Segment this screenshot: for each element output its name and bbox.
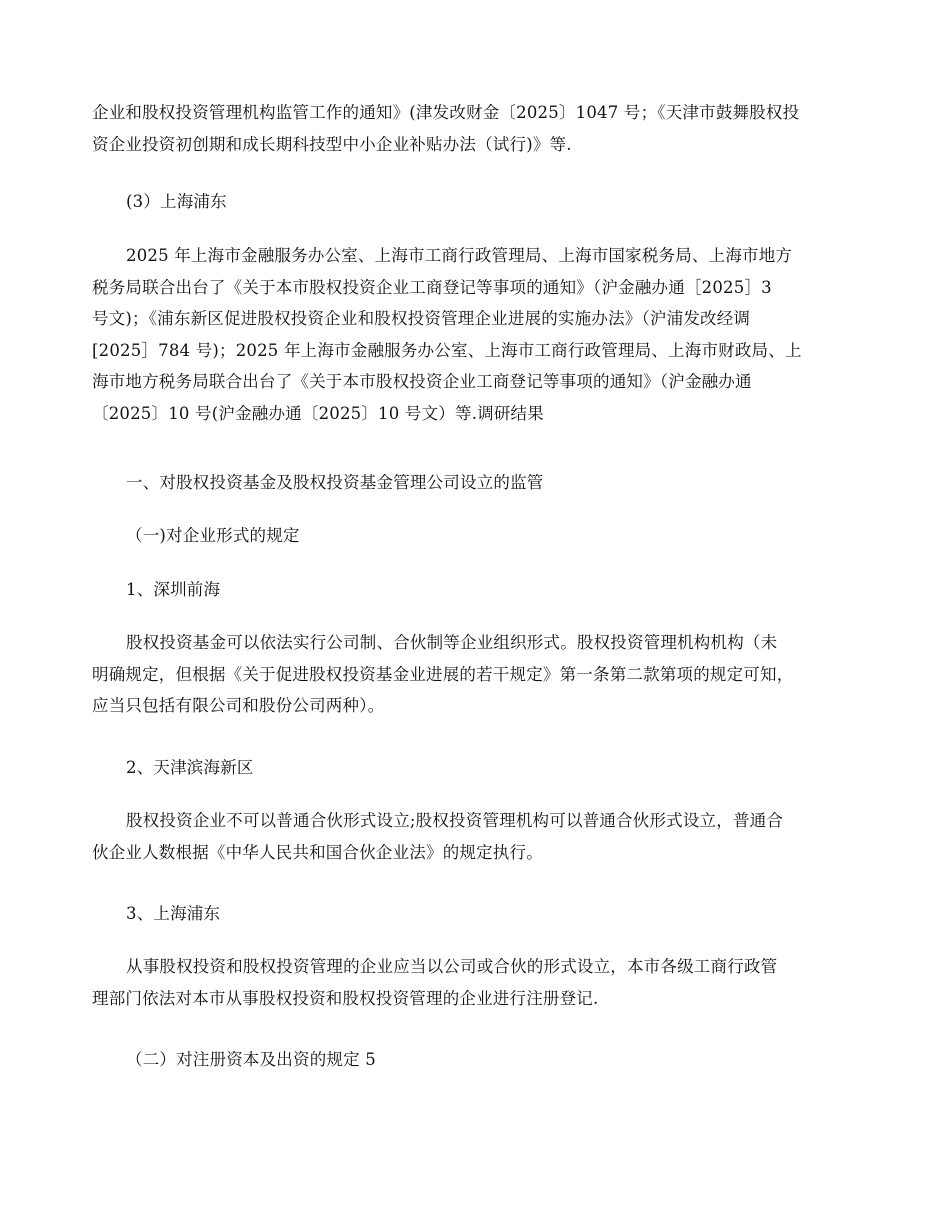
subsection-heading-registered-capital: （二）对注册资本及出资的规定 5: [126, 1050, 376, 1069]
text-line: 海市地方税务局联合出台了《关于本市股权投资企业工商登记等事项的通知》（沪金融办通: [92, 372, 752, 391]
paragraph-tianjin-notice: [92, 97, 858, 160]
text-line: 股权投资基金可以依法实行公司制、合伙制等企业组织形式。股权投资管理机构机构（未: [126, 633, 778, 652]
text-line: 企业和股权投资管理机构监管工作的通知》(津发改财金〔2025〕1047 号；《天津市鼓舞股权投: [92, 103, 800, 122]
text-line: 资企业投资初创期和成长期科技型中小企业补贴办法（试行)》等.: [92, 134, 572, 154]
heading-shanghai-pudong-3: (3）上海浦东: [126, 192, 227, 211]
paragraph-shenzhen-first-line: [126, 627, 892, 659]
text-line: 号文)；《浦东新区促进股权投资企业和股权投资管理企业进展的实施办法》（沪浦发改经调: [92, 309, 751, 328]
paragraph-tianjin: [92, 837, 858, 869]
item-heading-shanghai-pudong: 3、上海浦东: [126, 904, 221, 923]
text-line: 税务局联合出台了《关于本市股权投资企业工商登记等事项的通知》（沪金融办通［2025］3: [92, 277, 772, 297]
subsection-heading-enterprise-form: （一)对企业形式的规定: [126, 526, 300, 545]
paragraph-shanghai-registration: [92, 983, 858, 1015]
paragraph-shanghai-first-line: [126, 240, 892, 272]
text-line: [2025］784 号)；2025 年上海市金融服务办公室、上海市工商行政管理局、上海市财政局、上: [92, 340, 802, 360]
paragraph-shanghai-notice: [92, 272, 858, 430]
paragraph-shanghai-first-line-2: [126, 951, 892, 983]
section-heading-supervision: 一、对股权投资基金及股权投资基金管理公司设立的监管: [126, 473, 544, 492]
text-line: 理部门依法对本市从事股权投资和股权投资管理的企业进行注册登记.: [92, 988, 599, 1008]
text-line: 股权投资企业不可以普通合伙形式设立;股权投资管理机构可以普通合伙形式设立，普通合: [126, 811, 784, 830]
item-heading-shenzhen-qianhai: 1、深圳前海: [126, 580, 221, 599]
paragraph-shenzhen: [92, 659, 858, 722]
text-line: 明确规定，但根据《关于促进股权投资基金业进展的若干规定》第一条第二款第项的规定可知，: [92, 664, 794, 684]
item-heading-tianjin-binhai: 2、天津滨海新区: [126, 758, 254, 777]
text-line: 伙企业人数根据《中华人民共和国合伙企业法》的规定执行。: [92, 842, 543, 862]
text-line: 2025 年上海市金融服务办公室、上海市工商行政管理局、上海市国家税务局、上海市地方: [126, 246, 793, 265]
text-line: 从事股权投资和股权投资管理的企业应当以公司或合伙的形式设立，本市各级工商行政管: [126, 957, 778, 976]
text-line: 应当只包括有限公司和股份公司两种）。: [92, 696, 385, 715]
paragraph-tianjin-first-line: [126, 805, 892, 837]
text-line: 〔2025〕10 号(沪金融办通〔2025〕10 号文）等.调研结果: [92, 403, 544, 423]
